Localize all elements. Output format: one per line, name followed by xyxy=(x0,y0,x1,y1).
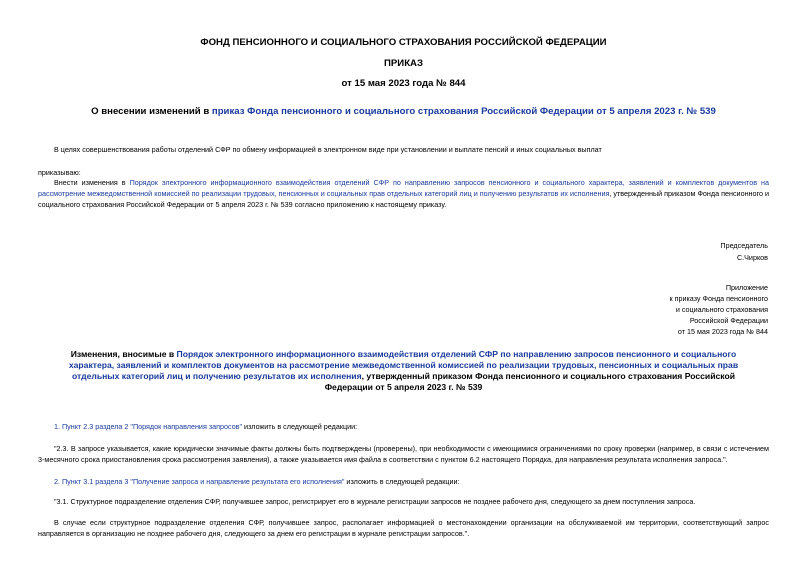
order-paragraph xyxy=(38,177,769,210)
item-2-text-2: В случае если структурное подразделение отделения СФР, получившее запрос, располагает информацией о местонахождении организации на обслуживаемой им территории, соответствующий запрос направляется в организацию не позднее рабочего дня, следующего за днем его регистрации в журнале регистрации запросов.". xyxy=(38,518,769,538)
order-suffix: , утвержденный приказом Фонда пенсионного и социального страхования Российской Федерации от 5 апреля 2023 г. № 539 согласно приложению к настоящему приказу. xyxy=(38,189,770,209)
order-prefix: Внести изменения в xyxy=(54,178,130,187)
changes-title-suffix: , утвержденный приказом Фонда пенсионного и социального страхования Российской Федерации от 5 апреля 2023 г. № 539 xyxy=(324,371,735,392)
orders-label: приказываю: xyxy=(38,168,81,177)
item-2-text-1: "3.1. Структурное подразделение отделения СФР, получившее запрос, регистрирует его в журнале регистрации запросов не позднее рабочего дня, следующего за днем поступления запроса. xyxy=(54,497,696,506)
appendix-line: к приказу Фонда пенсионного xyxy=(669,294,768,303)
item-1-suffix: изложить в следующей редакции: xyxy=(242,422,358,431)
doc-title xyxy=(0,106,807,117)
org-name: ФОНД ПЕНСИОННОГО И СОЦИАЛЬНОГО СТРАХОВАНИЯ РОССИЙСКОЙ ФЕДЕРАЦИИ xyxy=(200,37,607,48)
changes-title xyxy=(52,349,755,393)
order-539-link[interactable]: приказ Фонда пенсионного и социального страхования Российской Федерации от 5 апреля 2023 г. № 539 xyxy=(211,106,716,117)
appendix-line: и социального страхования xyxy=(675,305,768,314)
doc-date-number: от 15 мая 2023 года № 844 xyxy=(341,78,466,89)
changes-procedure-link[interactable]: Порядок электронного информационного взаимодействия отделений СФР по направлению запросов пенсионного и социального характера, заявлений и комплектов документов на рассмотрение межведомственной комиссией по реализации трудовых, пенсионных и социальных прав отдельных категорий лиц и получению результатов их исполнения xyxy=(68,349,739,381)
item-1-link[interactable]: 1. Пункт 2.3 раздела 2 "Порядок направления запросов" xyxy=(54,422,243,431)
appendix-line: от 15 мая 2023 года № 844 xyxy=(677,327,768,336)
item-1-heading xyxy=(54,421,774,432)
procedure-link[interactable]: Порядок электронного информационного взаимодействия отделений СФР по направлению запросов пенсионного и социального характера, заявлений и комплектов документов на рассмотрение межведомственной комиссией по реализации трудовых, пенсионных и социальных прав отдельных категорий лиц и получению результатов их исполнения xyxy=(38,178,770,198)
item-1-text: "2.3. В запросе указывается, какие юридически значимые факты должны быть подтверждены (проверены), при необходимости с имеющимися ограничениями по сроку проверки (например, в связи с истечением 3-месячного срока приостановления срока рассмотрения заявления), а также указывается имя файла в соответствии с пунктом 6.2 настоящего Порядка, для направления результата исполнения запроса.". xyxy=(38,444,769,464)
appendix-line: Приложение xyxy=(725,283,768,292)
item-2-suffix: изложить в следующей редакции: xyxy=(344,477,460,486)
changes-title-prefix: Изменения, вносимые в xyxy=(70,349,177,359)
doc-title-prefix: О внесении изменений в xyxy=(91,106,212,117)
doc-type: ПРИКАЗ xyxy=(384,58,423,69)
preamble: В целях совершенствования работы отделений СФР по обмену информацией в электронном виде при установлении и выплате пенсий и иных социальных выплат xyxy=(54,145,602,154)
appendix-line: Российской Федерации xyxy=(689,316,768,325)
item-2-heading xyxy=(54,476,774,487)
signature-name: С.Чирков xyxy=(736,253,768,262)
signature-position: Председатель xyxy=(720,241,768,250)
item-2-link[interactable]: 2. Пункт 3.1 раздела 3 "Получение запроса и направление результата его исполнения" xyxy=(54,477,345,486)
appendix-block xyxy=(500,282,768,337)
